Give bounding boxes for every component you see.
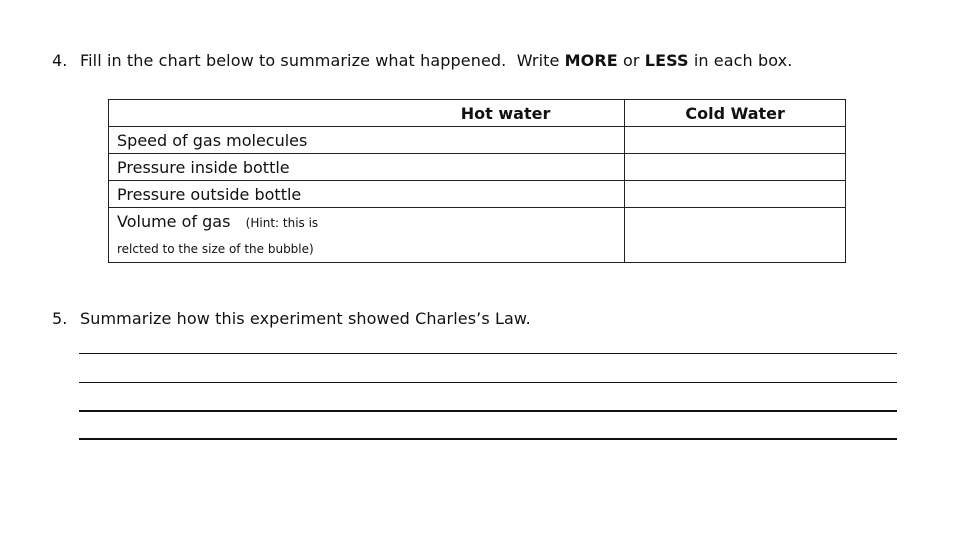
question-4-text-end: in each box. [688, 51, 793, 70]
question-4-text: Fill in the chart below to summarize what happened. Write [80, 51, 565, 70]
header-cold-water: Cold Water [625, 100, 846, 127]
answer-line-2[interactable] [79, 382, 897, 383]
answer-cell-pressure-outside-cold[interactable] [625, 181, 846, 208]
row-label-pressure-inside: Pressure inside bottle [109, 154, 625, 181]
or-text: or [617, 51, 645, 70]
answer-cell-pressure-inside-cold[interactable] [625, 154, 846, 181]
answer-line-1[interactable] [79, 353, 897, 354]
chart-header-row [109, 100, 846, 127]
row-label-pressure-outside: Pressure outside bottle [109, 181, 625, 208]
answer-cell-speed-cold[interactable] [625, 127, 846, 154]
question-5 [52, 309, 531, 328]
answer-cell-volume-cold[interactable] [625, 208, 846, 263]
chart-row-speed [109, 127, 846, 154]
more-keyword: MORE [564, 51, 618, 70]
chart-row-volume [109, 208, 846, 263]
less-keyword: LESS [644, 51, 689, 70]
summary-chart [108, 99, 846, 263]
chart-row-pressure-inside [109, 154, 846, 181]
question-5-text: Summarize how this experiment showed Charles’s Law. [80, 309, 531, 328]
volume-hint-continued: relcted to the size of the bubble) [117, 242, 314, 256]
question-4 [52, 51, 792, 70]
answer-line-4[interactable] [79, 438, 897, 440]
header-hot-water: Hot water [109, 100, 625, 127]
row-label-volume: Volume of gas [117, 212, 231, 231]
question-5-number: 5. [52, 309, 68, 328]
answer-line-3[interactable] [79, 410, 897, 412]
row-label-speed: Speed of gas molecules [109, 127, 625, 154]
chart-row-pressure-outside [109, 181, 846, 208]
volume-hint: (Hint: this is [245, 216, 319, 230]
question-4-number: 4. [52, 51, 68, 70]
row-cell-volume [109, 208, 625, 263]
